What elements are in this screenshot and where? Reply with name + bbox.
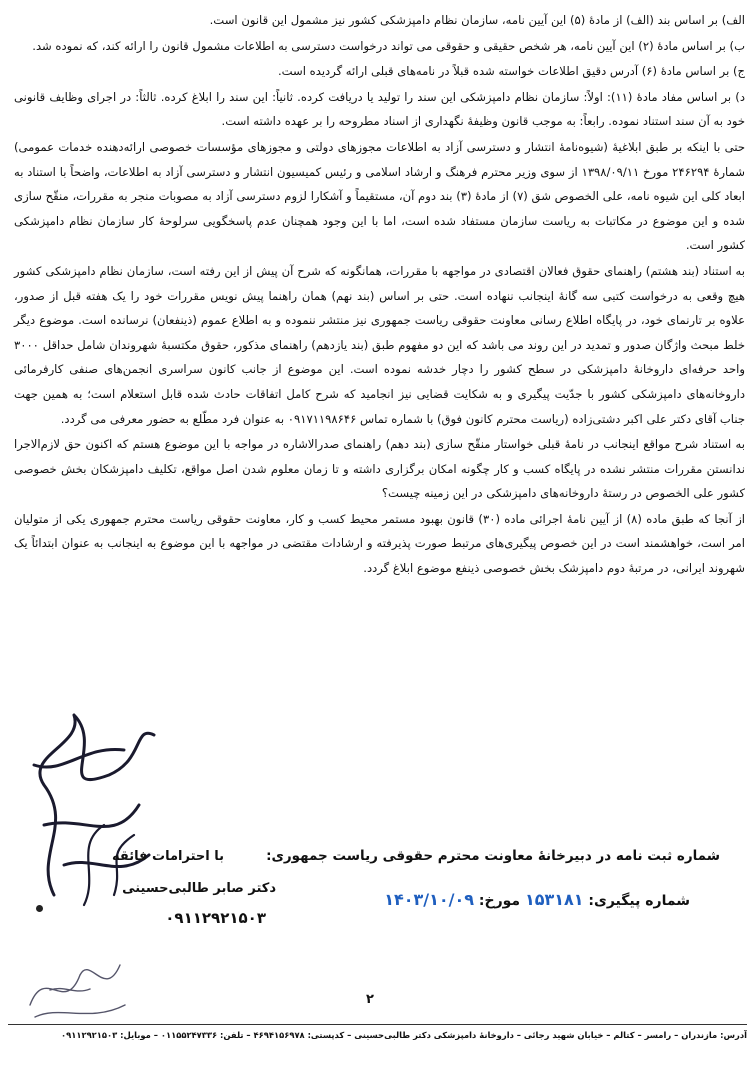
- signer-name: دکتر صابر طالبی‌حسینی: [122, 881, 276, 896]
- clause-be: ب) بر اساس مادهٔ (۲) این آیین نامه، هر شخص حقیقی و حقوقی می تواند درخواست دسترسی به اطلاعات مشمول قانون را ارائه کند، که نموده شد.: [32, 38, 745, 53]
- clause-jim: ج) بر اساس مادهٔ (۶) آدرس دقیق اطلاعات خواسته شده قبلاً در نامه‌های قبلی ارائه گردیده است.: [277, 64, 745, 79]
- registration-date: ۱۴۰۳/۱۰/۰۹: [384, 890, 474, 909]
- footer-address: آدرس: مازندران – رامسر – کتالم – خیابان شهید رجائی – داروخانهٔ دامپزشکی دکتر طالبی‌حسینی – کدپستی: ۴۶۹۴۱۵۶۹۷۸ – تلفن: ۰۱۱۵۵۲۴۷۳۳۶ – موبایل: ۰۹۱۱۲۹۲۱۵۰۳: [61, 1030, 747, 1040]
- clause-dal: د) بر اساس مفاد مادهٔ (۱۱): اولاً: سازمان نظام دامپزشکی این سند را تولید یا دریافت کرده. ثانیاً: این سند را ابلاغ کرده. ثالثاً: در اجرای وظایف قانونی خود به آن سند استناد نموده. رابعاً: به موجب قانون وظیفهٔ نگهداری از اسناد مطروحه را بر عهده داشته است.: [14, 89, 745, 129]
- footer-divider: [8, 1024, 747, 1025]
- tracking-number: ۱۵۳۱۸۱: [524, 890, 584, 909]
- signer-phone: ۰۹۱۱۲۹۲۱۵۰۳: [165, 909, 266, 927]
- bullet-dot: [36, 905, 43, 912]
- registration-block: [266, 848, 720, 938]
- clause-alef: الف) بر اساس بند (الف) از مادهٔ (۵) این آیین نامه، سازمان نظام دامپزشکی کشور نیز مشمول این قانون است.: [209, 13, 745, 27]
- registration-tracking: [384, 890, 690, 909]
- page-number: ۲: [366, 992, 374, 1007]
- registration-title: شماره ثبت نامه در دبیرخانهٔ معاونت محترم حقوقی ریاست جمهوری:: [266, 848, 720, 864]
- signature-block: [14, 705, 284, 1025]
- tracking-label: شماره پیگیری:: [588, 893, 690, 909]
- paragraph-final-request: از آنجا که طبق ماده (۸) از آیین نامهٔ اجرائی ماده (۳۰) قانون بهبود مستمر محیط کسب و کار، معاونت حقوقی ریاست محترم جمهوری یکی از متولیان امر است، خواهشمند است در این خصوص پیگیری‌های مرتبط صورت پذیرفته و ارشادات مقتضی در مواجهه با این موضوع به اینجانب به عنوان ابتدائاً یک شهروند ایرانی، در مرتبهٔ دوم دامپزشک بخش خصوصی ذینفع موضوع ابلاغ گردد.: [14, 511, 746, 576]
- paragraph-economic-rights: به استناد (بند هشتم) راهنمای حقوق فعالان اقتصادی در مواجهه با مقررات، همانگونه که شرح آن پیش از این رفته است، سازمان نظام دامپزشکی کشور هیچ وقعی به درخواست کتبی سه گانهٔ اینجانب ننهاده است. حتی بر اساس (بند نهم) همان راهنما پیش نویس مقررات خود را یک هفته قبل از صدور، علاوه بر تارنمای خود، در پایگاه اطلاع رسانی معاونت حقوقی ریاست جمهوری نیز منتشر ننموده و به اطلاع عموم (ذینفعان) نرسانده است. موضوع دیگر خلط مبحث واژگان صدور و تمدید در این روند می باشد که این دو مفهوم طبق (بند یازدهم) راهنمای مذکور، حقوق مکتسبهٔ شهروندان شامل حداقل ۳۰۰۰ واحد حرفه‌ای داروخانهٔ دامپزشکی در سطح کشور را دچار خدشه نموده است. این موضوع از جانب کانون سراسری انجمن‌های صنفی کارفرمائی داروخانه‌های دامپزشکی کشور با جدّیت پیگیری و به شکایت قضایی نیز انجامید که شرح کامل اتفاقات حادث شده قابل استعلام است؛ به همین جهت جناب آقای دکتر علی اکبر دشتی‌زاده (ریاست محترم کانون فوق) با شماره تماس ۰۹۱۷۱۱۹۸۶۴۶ به عنوان فرد مطّلع به حضور معرفی می گردد.: [14, 263, 745, 426]
- paragraph-clarification-request: به استناد شرح مواقع اینجانب در نامهٔ قبلی خواستار منقّح سازی (بند دهم) راهنمای صدرالاشاره در مواجه با این موضوع هستم که اکنون حق لازم‌الاجرا ندانستن مقررات منتشر نشده در پایگاه کسب و کار چگونه امکان برگزاری داشته و تا زمان معلوم شدن اصل مواقع، تکلیف دامپزشکان بخش خصوصی کشور علی الخصوص در رستهٔ داروخانه‌های دامپزشکی در این زمینه چیست؟: [14, 437, 745, 501]
- date-label: مورخ:: [478, 893, 521, 909]
- letter-body: [14, 8, 745, 581]
- closing-phrase: با احترامات فائقه: [112, 849, 224, 864]
- paragraph-guideline: حتی با اینکه بر طبق ابلاغیهٔ (شیوه‌نامهٔ انتشار و دسترسی آزاد به اطلاعات مجوزهای دولتی و مجوزهای مؤسسات خصوصی ارائه‌دهنده خدمات عمومی) شمارهٔ ۲۴۶۲۹۴ مورخ ۱۳۹۸/۰۹/۱۱ از سوی وزیر محترم فرهنگ و ارشاد اسلامی و رئیس کمیسیون انتشار و دسترسی آزاد به اطلاعات، واضحاً با استناد به ابعاد کلی این شیوه نامه، علی الخصوص شق (۷) از مادهٔ (۳) بند دوم آن، مستقیماً و آشکارا لزوم دسترسی آزاد به مصوبات منجر به مقررات، منقّح سازی شده و این موضوع در مکاتبات به ریاست سازمان مستفاد شده است، اما با این وجود همچنان عدم پاسخگویی سرلوحهٔ کار سازمان نظام دامپزشکی کشور است.: [14, 139, 746, 253]
- handwritten-stamp-scribble: [20, 945, 140, 1025]
